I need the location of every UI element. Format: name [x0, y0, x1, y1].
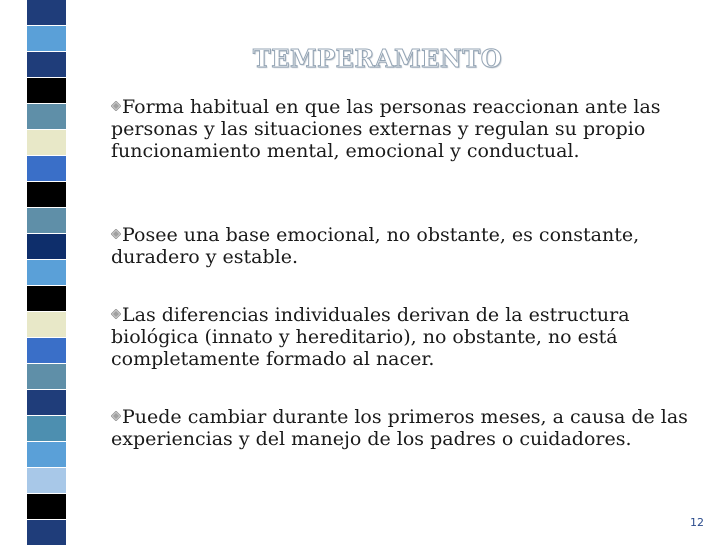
strip-cell — [27, 494, 66, 520]
strip-cell — [27, 338, 66, 364]
bullet-text: Forma habitual en que las personas reaccionan ante las personas y las situaciones externas y regulan su propio funcionamiento mental, emocional y conductual. — [111, 96, 661, 162]
bullet-item — [111, 96, 711, 162]
strip-cell — [27, 182, 66, 208]
bullet-text: Puede cambiar durante los primeros meses, a causa de las experiencias y del manejo de los padres o cuidadores. — [111, 406, 688, 450]
strip-cell — [27, 468, 66, 494]
strip-cell — [27, 156, 66, 182]
strip-cell — [27, 390, 66, 416]
diamond-bullet-icon — [111, 229, 121, 239]
slide-title: TEMPERAMENTO — [252, 44, 503, 73]
strip-cell — [27, 234, 66, 260]
strip-cell — [27, 442, 66, 468]
bullet-item — [111, 224, 711, 268]
bullet-item — [111, 304, 711, 370]
diamond-bullet-icon — [111, 101, 121, 111]
strip-cell — [27, 0, 66, 26]
strip-cell — [27, 78, 66, 104]
strip-cell — [27, 364, 66, 390]
strip-cell — [27, 286, 66, 312]
bullet-text: Las diferencias individuales derivan de la estructura biológica (innato y hereditario), no obstante, no está completamente formado al nacer. — [111, 304, 630, 370]
strip-cell — [27, 104, 66, 130]
bullet-text: Posee una base emocional, no obstante, es constante, duradero y estable. — [111, 224, 640, 268]
strip-cell — [27, 520, 66, 546]
strip-cell — [27, 416, 66, 442]
strip-cell — [27, 312, 66, 338]
page-number: 12 — [690, 516, 704, 529]
decorative-color-strip — [27, 0, 66, 540]
diamond-bullet-icon — [111, 309, 121, 319]
strip-cell — [27, 208, 66, 234]
bullet-item — [111, 406, 711, 450]
strip-cell — [27, 130, 66, 156]
strip-cell — [27, 260, 66, 286]
diamond-bullet-icon — [111, 411, 121, 421]
